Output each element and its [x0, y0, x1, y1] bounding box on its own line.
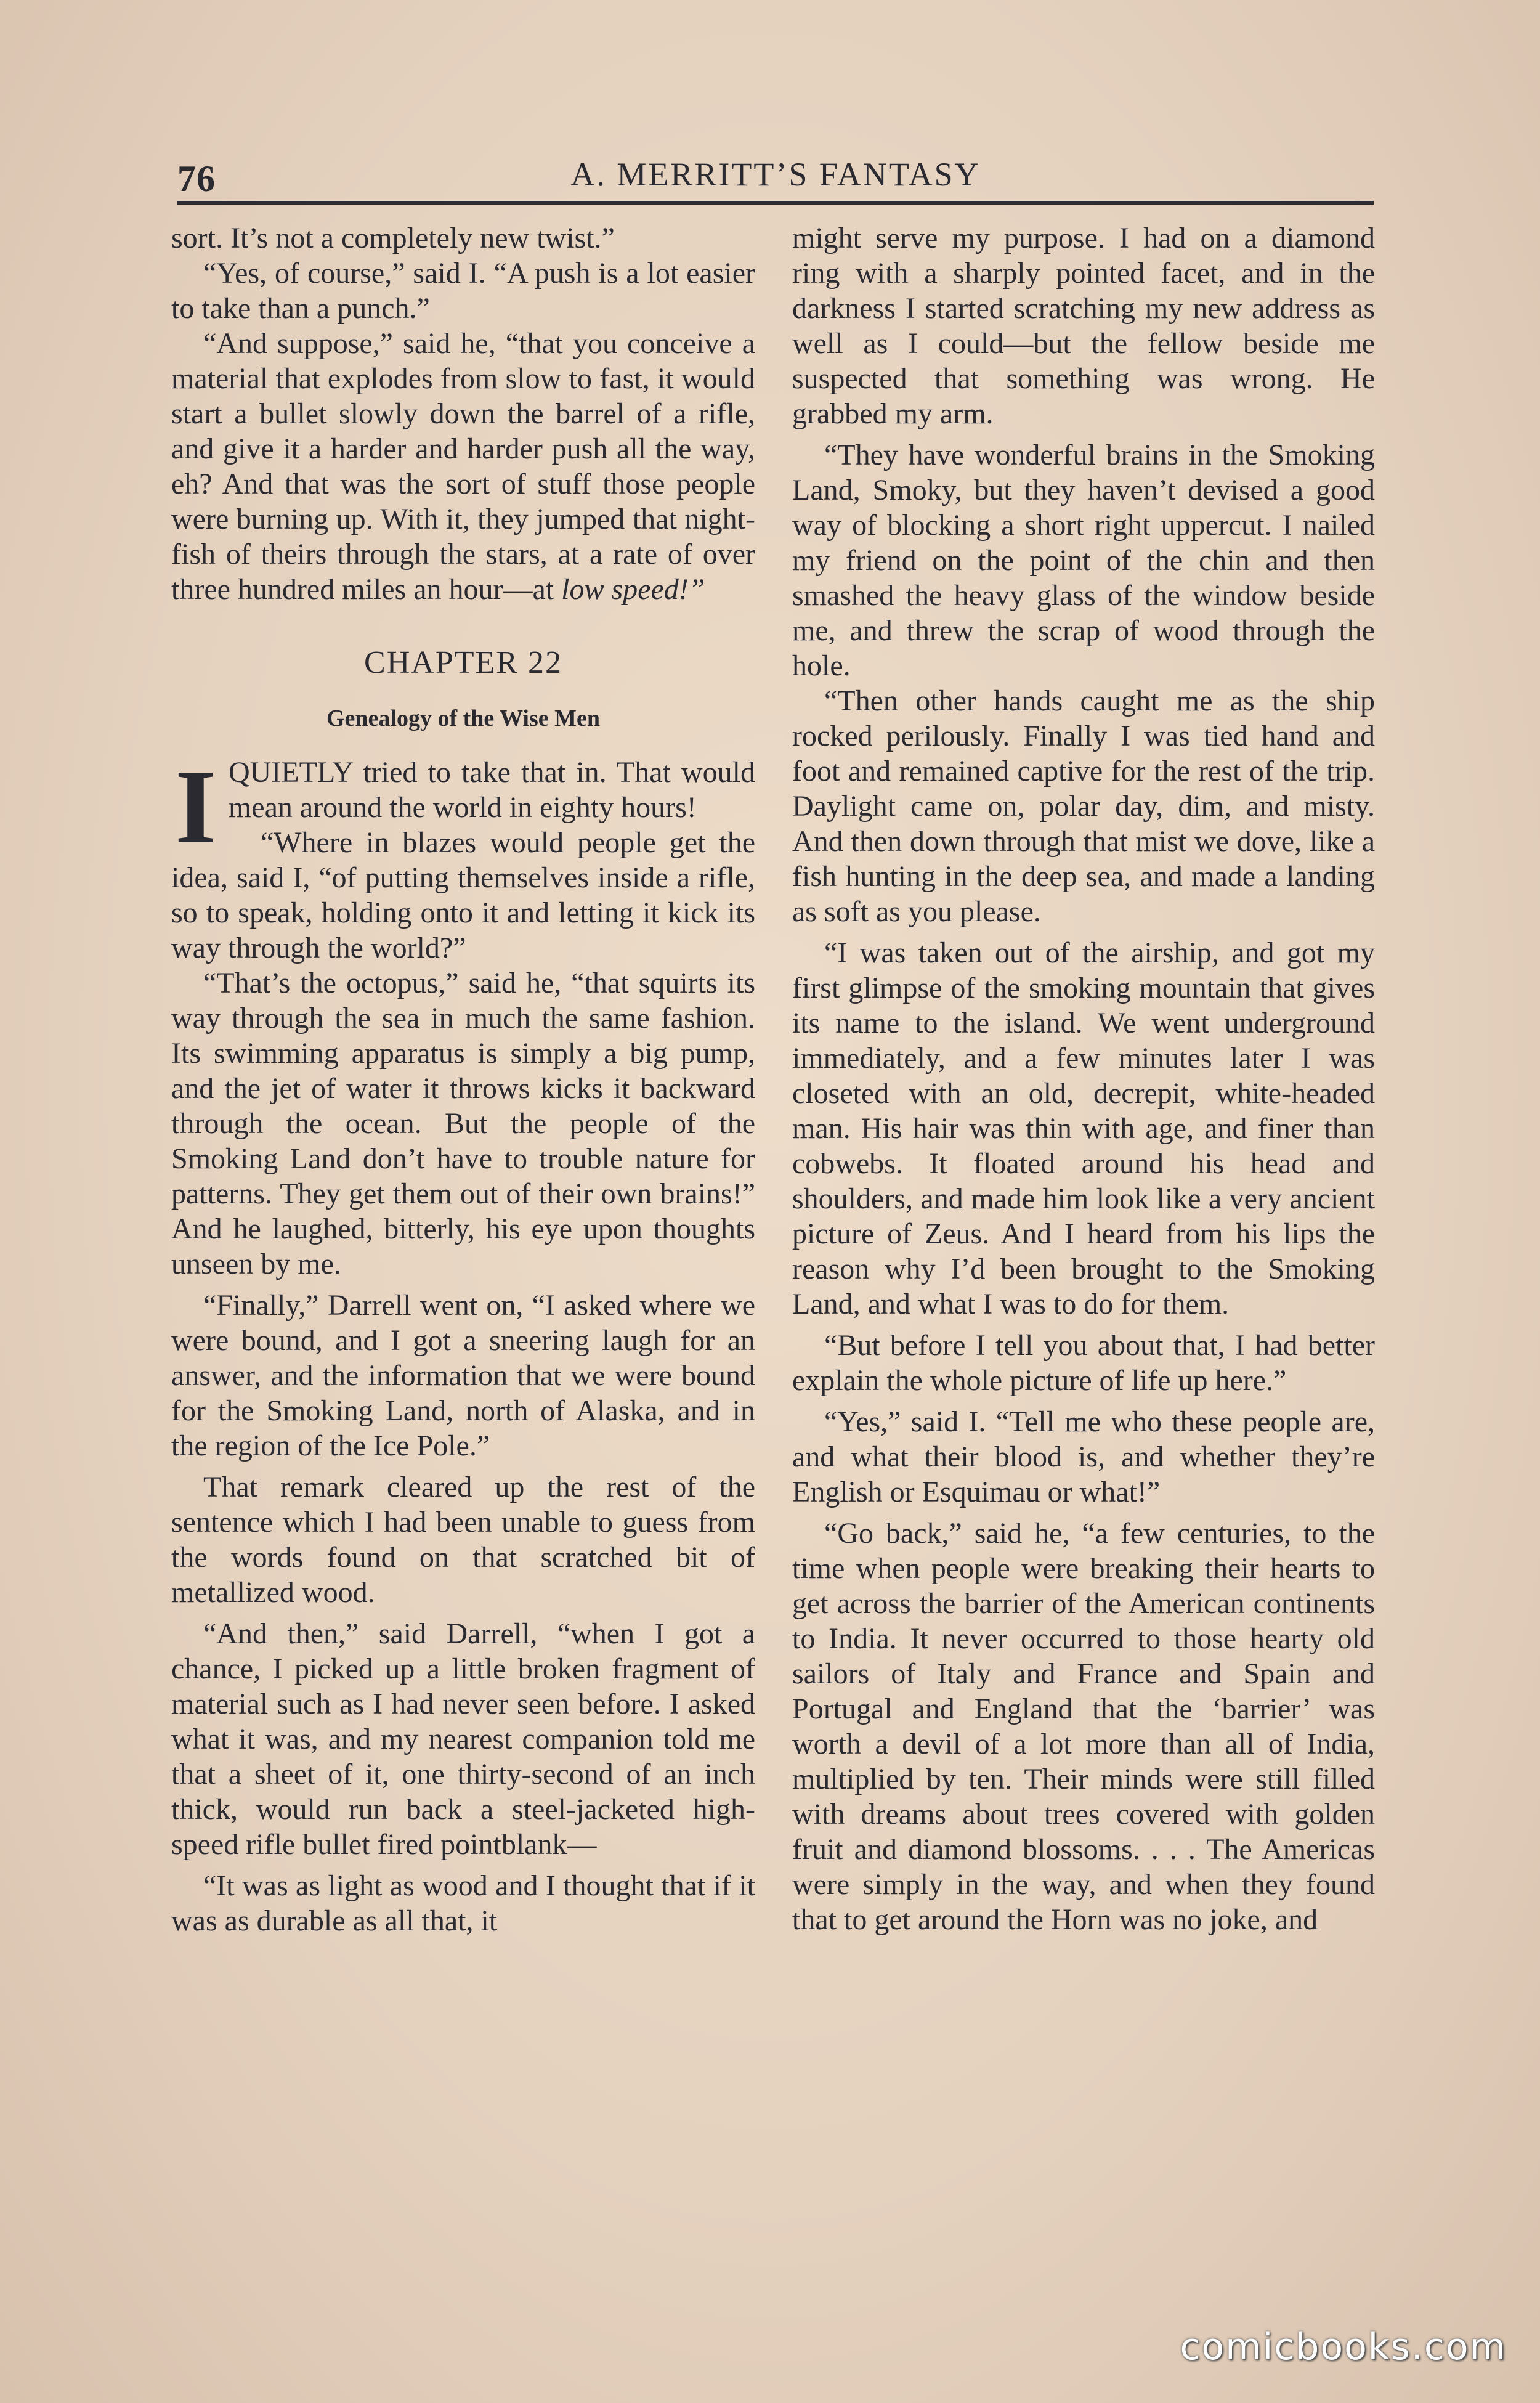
chapter-heading: CHAPTER 22 [364, 645, 562, 680]
page-header [177, 153, 1374, 202]
paragraph: “Go back,” said he, “a few centuries, to the time when people were breaking their hearts to get across the barrier of the American continents to India. It never occurred to those hearty old sailors of Italy and France and Spain and Portugal and England that the ‘barrier’ was worth a devil of a lot more than all of India, multiplied by ten. Their minds were still filled with dreams about trees covered with golden fruit and diamond blossoms. . . . The Americas were simply in the way, and when they found that to get around the Horn was no joke, and [792, 1517, 1375, 1936]
paragraph: “They have wonderful brains in the Smoking Land, Smoky, but they haven’t devised a good way of blocking a short right uppercut. I nailed my friend on the point of the chin and then smashed the heavy glass of the window beside me, and threw the scrap of wood through the hole. [792, 439, 1375, 682]
paragraph: “And then,” said Darrell, “when I got a chance, I picked up a little broken fragment of material such as I had never seen before. I asked what it was, and my nearest companion told me that a sheet of it, one thirty-second of an inch thick, would run back a steel-jacketed high-speed rifle bullet fired pointblank— [171, 1617, 755, 1861]
italic-phrase: low speed!” [561, 573, 705, 606]
paragraph: “Where in blazes would people get the idea, said I, “of putting themselves inside a rifle, so to speak, holding onto it and letting it kick its way through the world?” [171, 826, 755, 964]
paragraph: “Yes,” said I. “Tell me who these people are, and what their blood is, and whether they’re English or Esquimau or what!” [792, 1405, 1375, 1508]
paragraph: “Yes, of course,” said I. “A push is a lot easier to take than a punch.” [171, 257, 755, 325]
drop-cap: I [175, 749, 216, 866]
chapter-subtitle: Genealogy of the Wise Men [326, 705, 600, 731]
paragraph: “Then other hands caught me as the ship rocked perilously. Finally I was tied hand and foot and remained captive for the rest of the trip. Daylight came on, polar day, dim, and misty. And then down through that mist we dove, like a fish hunting in the deep sea, and made a landing as soft as you please. [792, 685, 1375, 928]
paragraph [171, 326, 755, 607]
paragraph: “It was as light as wood and I thought that if it was as durable as all that, it [171, 1869, 755, 1937]
paragraph: sort. It’s not a completely new twist.” [171, 222, 615, 254]
dropcap-paragraph [171, 749, 755, 866]
header-rule [177, 201, 1374, 205]
paragraph: might serve my purpose. I had on a diamond ring with a sharply pointed facet, and in the darkness I started scratching my new address as well as I could—but the fellow beside me suspected that something was wrong. He grabbed my arm. [792, 222, 1375, 430]
right-column [792, 221, 1375, 2217]
watermark-logo: comicbooks.com [1180, 2325, 1507, 2368]
left-column [171, 221, 755, 2217]
paragraph: “That’s the octopus,” said he, “that squirts its way through the sea in much the same fashion. Its swimming apparatus is simply a big pump, and the jet of water it throws kicks it backward through the ocean. But the people of the Smoking Land don’t have to trouble nature for patterns. They get them out of their own brains!” And he laughed, bitterly, his eye upon thoughts unseen by me. [171, 967, 755, 1280]
paragraph: “Finally,” Darrell went on, “I asked where we were bound, and I got a sneering laugh for an answer, and the information that we were bound for the Smoking Land, north of Alaska, and in the region of the Ice Pole.” [171, 1289, 755, 1462]
paragraph-text: “And suppose,” said he, “that you conceive a material that explodes from slow to fast, it would start a bullet slowly down the barrel of a rifle, and give it a harder and harder push all the way, eh? And that was the sort of stuff those people were burning up. With it, they jumped that night-fish of theirs through the stars, at a rate of over three hundred miles an hour—at [171, 327, 755, 606]
paragraph-text: QUIETLY tried to take that in. That would mean around the world in eighty hours! [228, 756, 755, 824]
paragraph: That remark cleared up the rest of the sentence which I had been unable to guess from the words found on that scratched bit of metallized wood. [171, 1471, 755, 1609]
page-number: 76 [177, 158, 216, 199]
paragraph: “But before I tell you about that, I had better explain the whole picture of life up here.” [792, 1329, 1375, 1397]
paragraph: “I was taken out of the airship, and got my first glimpse of the smoking mountain that gives its name to the island. We went underground immediately, and a few minutes later I was closeted with an old, decrepit, white-headed man. His hair was thin with age, and finer than cobwebs. It floated around his head and shoulders, and made him look like a very ancient picture of Zeus. And I heard from his lips the reason why I’d been brought to the Smoking Land, and what I was to do for them. [792, 937, 1375, 1320]
running-title: A. MERRITT’S FANTASY [570, 156, 981, 193]
